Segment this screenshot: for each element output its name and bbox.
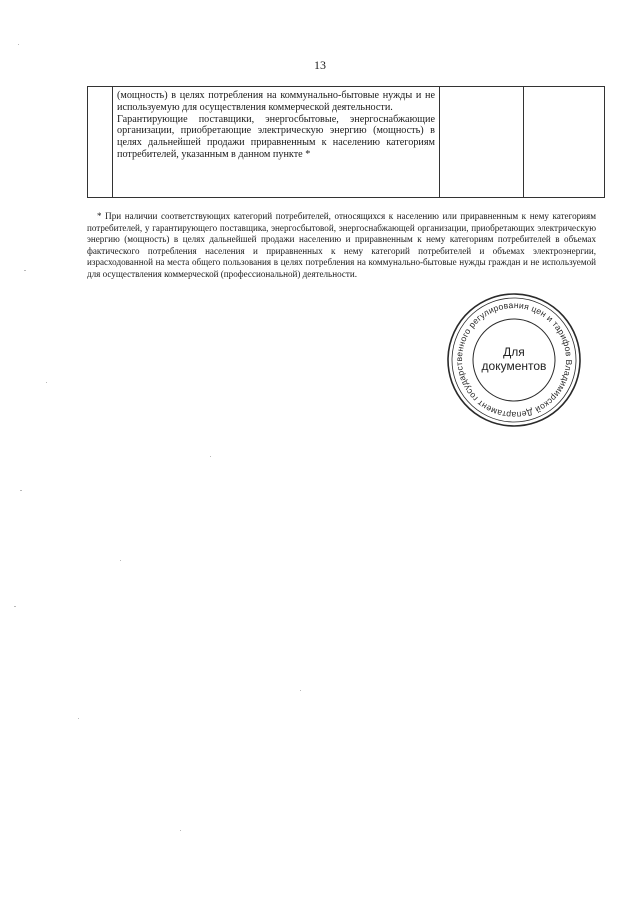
row-number-cell [88, 87, 113, 198]
description-paragraph-1: (мощность) в целях потребления на коммунально-бытовые нужды и не используемую для осуществления коммерческой деятельности. [117, 90, 435, 113]
scan-speck [78, 718, 79, 719]
scan-speck [300, 690, 301, 691]
scan-speck [20, 490, 22, 491]
row-description-cell [113, 87, 440, 198]
stamp-center-text [444, 345, 584, 373]
value-cell-2 [524, 87, 605, 198]
official-stamp [444, 290, 584, 430]
scan-speck [210, 456, 211, 457]
scan-speck [14, 606, 16, 607]
scan-speck [18, 44, 19, 45]
stamp-center-line-1: Для [503, 345, 525, 359]
footnote: * При наличии соответствующих категорий потребителей, относящихся к населению или приравненным к нему категориям потребителей, у гарантирующего поставщика, энергосбытовой, энергоснабжающей организации, приобретающих электрическую энергию (мощность) в целях дальнейшей продажи населению и приравненным к нему категориям потребителей в объемах фактического потребления населения и приравненных к нему категорий потребителей и объемах электроэнергии, израсходованной на места общего пользования в целях потребления на коммунально-бытовые нужды граждан и не используемой для осуществления коммерческой (профессиональной) деятельности. [87, 211, 596, 279]
scan-speck [120, 560, 121, 561]
scan-speck [180, 830, 181, 831]
table-row [88, 87, 605, 198]
stamp-center-line-2: документов [481, 359, 547, 373]
scan-speck [24, 270, 26, 271]
scan-speck [46, 382, 47, 383]
description-paragraph-2: Гарантирующие поставщики, энергосбытовые, энергоснабжающие организации, приобретающие электрическую энергию (мощность) в целях дальнейшей продажи приравненным к населению категориям потребителей, указанным в данном пункте * [117, 113, 435, 160]
tariff-table-fragment [87, 86, 605, 198]
page-number: 13 [314, 58, 326, 72]
value-cell-1 [440, 87, 524, 198]
stamp-ring-text: Департамент государственного регулирования цен и тарифов Владимирской [453, 299, 575, 421]
